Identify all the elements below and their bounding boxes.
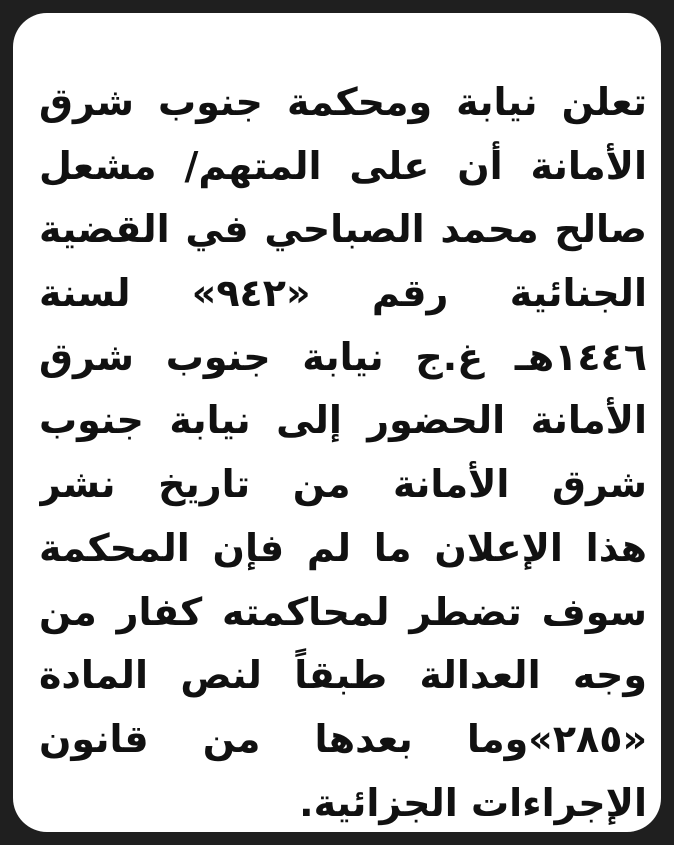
notice-line: «٢٨٥»وما بعدها من قانون — [39, 716, 647, 761]
notice-line: ١٤٤٦هـ غ.ج نيابة جنوب شرق — [39, 334, 647, 379]
notice-line: وجه العدالة طبقاً لنص المادة — [39, 653, 647, 698]
notice-line: هذا الإعلان ما لم فإن المحكمة — [39, 525, 647, 570]
notice-line: الأمانة أن على المتهم/ مشعل — [39, 143, 647, 188]
notice-frame — [13, 13, 661, 832]
court-notice-text — [39, 71, 647, 835]
notice-line: الأمانة الحضور إلى نيابة جنوب — [39, 398, 647, 443]
notice-line: الجنائية رقم «٩٤٢» لسنة — [39, 271, 647, 316]
notice-line: صالح محمد الصباحي في القضية — [39, 207, 647, 252]
notice-line: تعلن نيابة ومحكمة جنوب شرق — [39, 80, 647, 124]
notice-line: سوف تضطر لمحاكمته كفار من — [39, 589, 647, 634]
notice-line: شرق الأمانة من تاريخ نشر — [39, 462, 647, 507]
notice-line: الإجراءات الجزائية. — [299, 780, 647, 825]
